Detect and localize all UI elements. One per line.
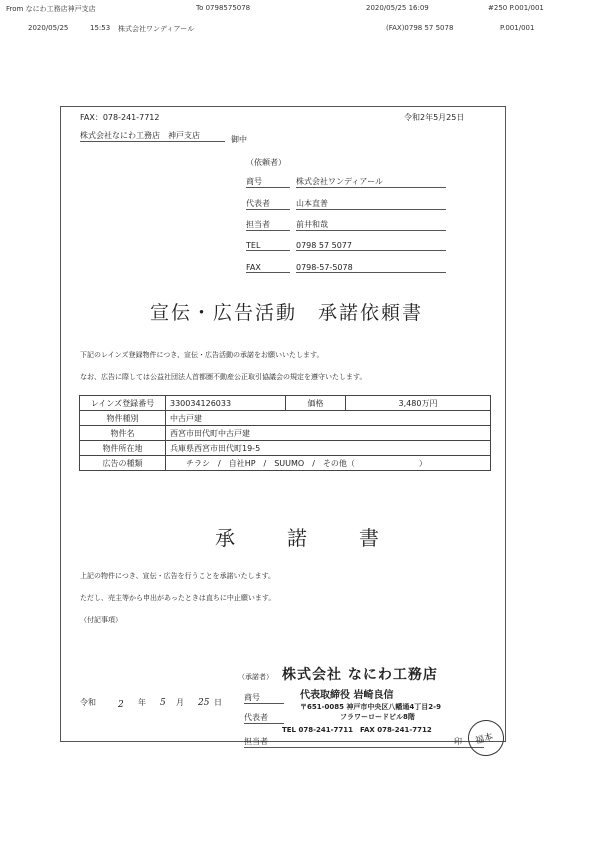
requester-value-fax: 0798-57-5078: [296, 263, 446, 273]
fax-to: To 0798575078: [196, 4, 251, 12]
property-table: [79, 395, 491, 471]
tx-sender: 株式会社ワンディアール: [118, 25, 195, 33]
address-label: 物件所在地: [80, 441, 166, 456]
tx-date: 2020/05/25: [28, 24, 69, 32]
ack-title: 承 諾 書: [215, 526, 383, 550]
tx-time: 15:53: [90, 24, 111, 32]
table-row: [80, 441, 491, 456]
seal-name: 福本: [474, 732, 495, 747]
ack-line-1: 上記の物件につき、宣伝・広告を行うことを承諾いたします。: [80, 572, 276, 580]
sign-year-unit: 年: [138, 698, 146, 707]
sign-year: 2: [118, 700, 124, 710]
ad-type-value: チラシ / 自社HP / SUUMO / その他（ ）: [166, 456, 491, 471]
requester-value-staff: 前井和哉: [296, 219, 446, 231]
requester-label-fax: FAX: [246, 263, 290, 273]
rep-label: 代表者: [244, 712, 284, 724]
table-row: [80, 411, 491, 426]
table-row: [80, 426, 491, 441]
requester-label-tel: TEL: [246, 241, 290, 251]
reins-value: 330034126033: [166, 396, 286, 411]
sign-month: 5: [160, 698, 166, 708]
conditions-label: （付記事項）: [80, 616, 122, 624]
to-fax: FAX：078-241-7712: [80, 113, 160, 122]
price-value: 3,480万円: [346, 396, 491, 411]
company-prefix: （承諾者）: [238, 673, 273, 681]
price-label: 価格: [286, 396, 346, 411]
requester-heading: （依頼者）: [246, 158, 286, 167]
type-value: 中古戸建: [166, 411, 491, 426]
intro-line-1: 下記のレインズ登録物件につき、宣伝・広告活動の承諾をお願いいたします。: [80, 351, 324, 359]
tel-line: TEL 078-241-7711 FAX 078-241-7712: [282, 726, 432, 734]
type-label: 物件種別: [80, 411, 166, 426]
stamp-mark: 印: [454, 737, 462, 746]
sign-era: 令和: [80, 698, 96, 707]
recipient-suffix: 御中: [231, 135, 247, 144]
fax-page: #250 P.001/001: [488, 4, 544, 12]
doc-date: 令和2年5月25日: [404, 113, 465, 122]
name-label: 物件名: [80, 426, 166, 441]
requester-label-staff: 担当者: [246, 219, 290, 231]
sign-month-unit: 月: [176, 698, 184, 707]
recipient: 株式会社なにわ工務店 神戸支店: [80, 130, 225, 142]
ack-line-2: ただし、売主等から申出があったときは直ちに中止願います。: [80, 594, 276, 602]
requester-label-company: 商号: [246, 176, 290, 188]
address-value: 兵庫県西宮市田代町19-5: [166, 441, 491, 456]
tx-fax: (FAX)0798 57 5078: [386, 24, 454, 32]
tx-page: P.001/001: [500, 24, 535, 32]
sign-day-unit: 日: [214, 698, 222, 707]
name-value: 西宮市田代町中古戸建: [166, 426, 491, 441]
address-line-1: 〒651-0085 神戸市中央区八幡通4丁目2-9: [300, 703, 441, 711]
company-label: 商号: [244, 692, 284, 704]
ad-type-label: 広告の種類: [80, 456, 166, 471]
requester-label-rep: 代表者: [246, 198, 290, 210]
intro-line-2: なお、広告に際しては公益社団法人首都圏不動産公正取引協議会の規定を遵守いたします。: [80, 373, 367, 381]
fax-from: From なにわ工務店神戸支店: [6, 5, 96, 13]
document-title: 宣伝・広告活動 承諾依頼書: [150, 302, 424, 324]
tanto-label: 担当者: [244, 736, 484, 748]
table-row: [80, 396, 491, 411]
requester-value-company: 株式会社ワンディアール: [296, 176, 446, 188]
requester-value-rep: 山本直普: [296, 198, 446, 210]
reins-label: レインズ登録番号: [80, 396, 166, 411]
fax-time: 2020/05/25 16:09: [366, 4, 429, 12]
sign-day: 25: [198, 698, 210, 708]
requester-value-tel: 0798 57 5077: [296, 241, 446, 251]
rep-line: 代表取締役 岩崎良信: [300, 690, 394, 701]
table-row: [80, 456, 491, 471]
company-stamp: 株式会社 なにわ工務店: [282, 667, 438, 683]
address-line-2: フラワーロードビル8階: [340, 713, 415, 721]
